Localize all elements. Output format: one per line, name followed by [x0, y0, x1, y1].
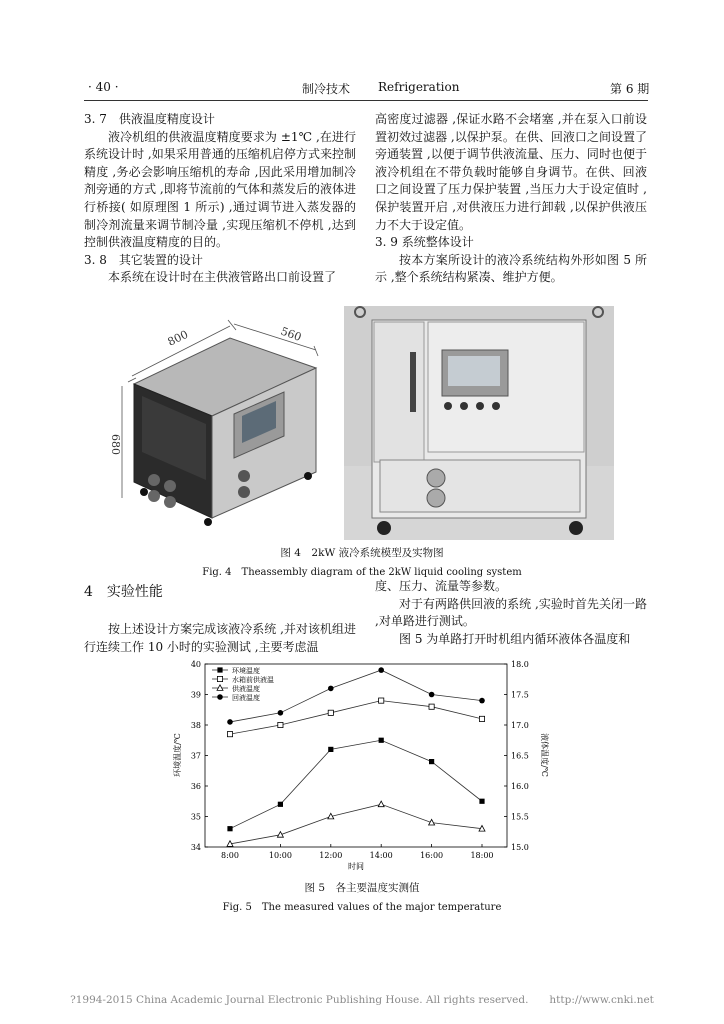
section-4-right-text	[375, 578, 647, 648]
left-column	[84, 111, 356, 287]
chart-xlabel: 时间	[348, 862, 364, 871]
section-3-7-title: 3. 7 供液温度精度设计	[84, 112, 215, 126]
chart-y-right-tick-label: 15.5	[511, 812, 529, 822]
journal-title-cn: 制冷技术	[302, 82, 351, 96]
chart-y-left-tick-label: 40	[190, 660, 201, 669]
chart-data-point	[479, 716, 484, 721]
chart-data-point	[479, 799, 484, 804]
section-4-para-2: 对于有两路供回液的系统 ,实验时首先关闭一路 ,对单路进行测试。	[375, 596, 647, 629]
chart-data-point	[379, 738, 384, 743]
chart-y-left-tick-label: 34	[190, 843, 201, 852]
chart-legend-label: 水箱前供液温	[232, 676, 274, 684]
chart-legend-label: 供液温度	[232, 685, 260, 693]
chart-data-point	[429, 704, 434, 709]
chart-legend-label: 回液温度	[232, 694, 260, 702]
chart-legend-label: 环境温度	[232, 667, 260, 675]
section-3-9-title: 3. 9 系统整体设计	[375, 235, 474, 250]
section-3-7-body: 液冷机组的供液温度精度要求为 ±1℃ ,在进行系统设计时 ,如果采用普通的压缩机启停方式来控制精度 ,务必会影响压缩机的寿命 ,因此采用增加制冷剂旁通的方式 ,即将节流前的气体和蒸发后的液体进行桥接( 如原理图 1 所示) ,通过调节进入蒸发器的制冷剂流量来调节制冷量 ,实现压缩机不停机 ,达到控制供液温度精度的目的。	[84, 129, 356, 250]
chart-y-left-tick-label: 36	[190, 782, 201, 791]
chart-data-point	[429, 692, 435, 698]
chart-x-tick-label: 12:00	[319, 851, 343, 860]
chart-ylabel-left: 环境温度/℃	[173, 733, 182, 777]
issue-number: 第 6 期	[610, 82, 650, 96]
chart-y-right-tick-label: 15.0	[511, 843, 529, 852]
chart-y-right-tick-label: 17.5	[511, 690, 529, 700]
chart-data-point	[227, 826, 232, 831]
chart-data-point	[227, 719, 233, 725]
figure-4-caption-en: Fig. 4 Theassembly diagram of the 2kW liquid cooling system	[202, 567, 522, 578]
section-4-left-text	[84, 621, 356, 656]
chart-x-tick-label: 8:00	[221, 851, 239, 860]
journal-title-en: Refrigeration	[378, 80, 460, 94]
dimension-width: 800	[165, 327, 191, 349]
chart-data-point	[278, 722, 283, 727]
chart-series-line	[230, 740, 482, 828]
figure-4-photo	[344, 306, 614, 540]
section-3-9-body: 按本方案所设计的液冷系统结构外形如图 5 所示 ,整个系统结构紧凑、维护方便。	[375, 252, 647, 285]
chart-legend-marker	[217, 676, 222, 681]
chart-data-point	[278, 802, 283, 807]
section-3-8-body: 本系统在设计时在主供液管路出口前设置了	[108, 270, 337, 285]
chart-data-point	[379, 698, 384, 703]
chart-data-point	[227, 732, 232, 737]
section-4-intro: 按上述设计方案完成该液冷系统 ,并对该机组进行连续工作 10 小时的实验测试 ,主要考虑温	[84, 622, 356, 654]
figure-5-caption-en: Fig. 5 The measured values of the major temperature	[222, 902, 502, 913]
copyright-footer: ?1994-2015 China Academic Journal Electronic Publishing House. All rights reserved. http://www.cnki.net	[70, 994, 654, 1006]
chart-data-point	[378, 801, 384, 807]
figure-4-cad-model	[108, 312, 344, 540]
chart-y-right-tick-label: 16.0	[511, 782, 529, 791]
chart-y-right-tick-label: 16.5	[511, 751, 529, 761]
chart-data-point	[479, 698, 485, 704]
chart-data-point	[378, 667, 384, 673]
chart-y-left-tick-label: 35	[190, 812, 201, 822]
dimension-depth: 560	[278, 324, 304, 345]
chart-legend-marker	[217, 667, 222, 672]
chart-data-point	[328, 710, 333, 715]
chart-x-tick-label: 16:00	[420, 851, 444, 860]
chart-legend-marker	[217, 694, 223, 700]
figure-4-caption-cn: 图 4 2kW 液冷系统模型及实物图	[280, 547, 444, 559]
section-4-continued: 度、压力、流量等参数。	[375, 579, 508, 593]
chart-x-tick-label: 10:00	[268, 851, 292, 860]
chart-y-left-tick-label: 38	[190, 721, 201, 730]
page-number: · 40 ·	[88, 80, 119, 94]
header-rule	[84, 100, 648, 101]
chart-legend-marker	[217, 685, 223, 691]
figure-5-chart	[170, 657, 550, 875]
chart-x-tick-label: 14:00	[369, 851, 393, 860]
chart-y-right-tick-label: 18.0	[511, 660, 529, 669]
right-column	[375, 111, 647, 287]
section-3-8-continued: 高密度过滤器 ,保证水路不会堵塞 ,并在泵入口前设置初效过滤器 ,以保护泵。在供、回液口之间设置了旁通装置 ,以便于调节供液流量、压力、同时也便于液冷机组在不带负载时能够自身调节。在供、回液口之间设置了压力保护装置 ,当压力大于设定值时 ,保护装置开启 ,对供液压力进行卸载 ,以保护供液压力不大于设定值。	[375, 112, 647, 232]
section-4-para-3: 图 5 为单路打开时机组内循环液体各温度和	[399, 631, 631, 646]
chart-data-point	[328, 747, 333, 752]
chart-data-point	[278, 710, 284, 716]
dimension-height: 680	[109, 434, 122, 455]
section-4-title: 4 实验性能	[84, 584, 163, 600]
figure-5-caption-cn: 图 5 各主要温度实测值	[304, 882, 420, 894]
chart-y-right-tick-label: 17.0	[511, 721, 529, 730]
chart-data-point	[328, 686, 334, 692]
chart-data-point	[429, 759, 434, 764]
section-3-8-title: 3. 8 其它装置的设计	[84, 252, 203, 267]
chart-ylabel-right: 液体温度/℃	[540, 733, 549, 777]
chart-series-line	[230, 701, 482, 735]
chart-y-left-tick-label: 39	[190, 690, 201, 700]
chart-y-left-tick-label: 37	[190, 751, 201, 761]
chart-x-tick-label: 18:00	[470, 851, 494, 860]
